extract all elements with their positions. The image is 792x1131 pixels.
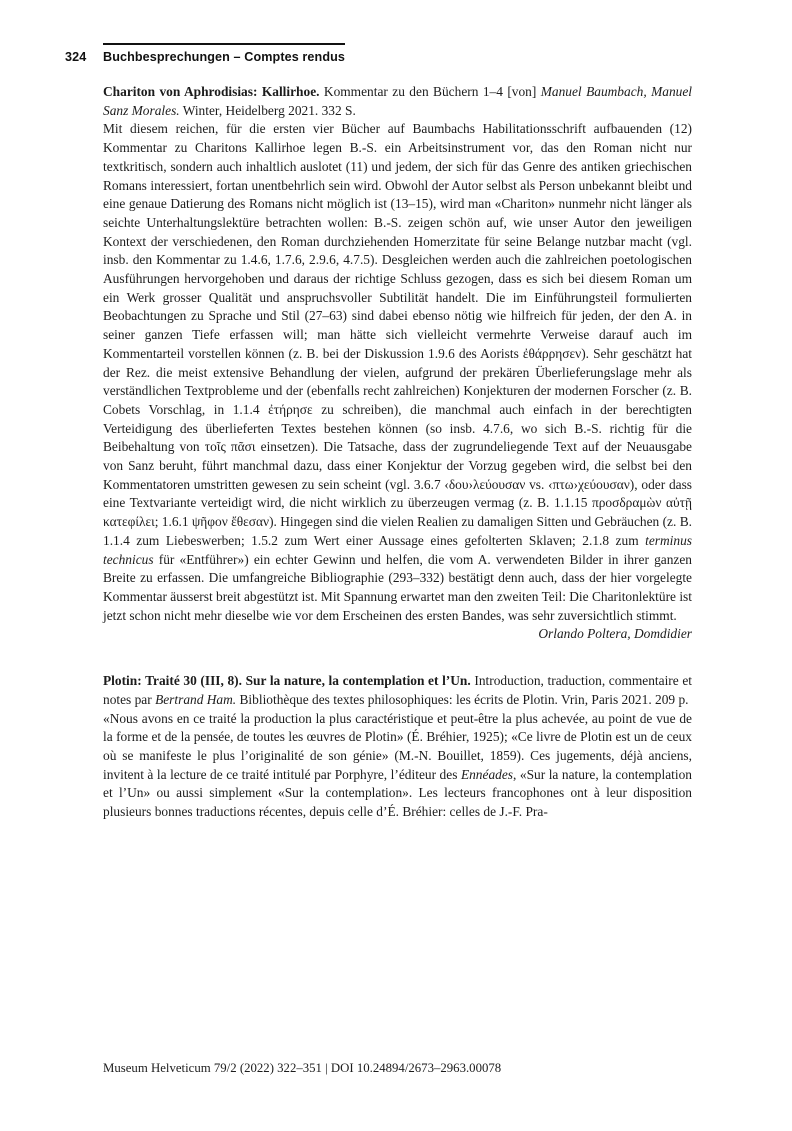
- review-plotin: [103, 672, 692, 822]
- review-plotin-body: «Nous avons en ce traité la production la plus caractéristique et peut-être la plus achevée, au point de vue de la forme et de la pensée, de toutes les œuvres de Plotin» (É. Bréhier, 1925); «Ce livre de Plotin est un de ceux où se manifeste le plus l’originalité de son génie» (M.-N. Bouillet, 1859). Ces jugements, déjà anciens, invitent à la lecture de ce traité intitulé par Porphyre, l’éditeur des Ennéades, «Sur la nature, la contemplation et l’Un» ou aussi simplement «Sur la contemplation». Les lecteurs francophones ont à leur disposition plusieurs bonnes traductions récentes, depuis celle d’É. Bréhier: celles de J.-F. Pra-: [103, 710, 692, 820]
- review-chariton: [103, 83, 692, 644]
- review-chariton-heading: Chariton von Aphrodisias: Kallirhoe. Kommentar zu den Büchern 1–4 [von] Manuel Baumbach, Manuel Sanz Morales. Winter, Heidelberg 2021. 332 S.: [103, 84, 692, 118]
- review-chariton-body: Mit diesem reichen, für die ersten vier Bücher auf Baumbachs Habilitationsschrift aufbauenden (12) Kommentar zu Charitons Kallirhoe legen B.-S. ein Arbeitsinstrument vor, das den Roman nicht nur textkritisch, sondern auch inhaltlich auslotet (11) und jedem, der sich für das Genre des antiken griechischen Romans interessiert, fortan unentbehrlich sein wird. Obwohl der Autor selbst als Person unbekannt bleibt und eine genaue Datierung des Romans nicht möglich ist (13–15), wird man «Chariton» nunmehr nicht länger als seichte Unterhaltungslektüre betrachten wollen: B.-S. zeigen schön auf, wie unser Autor den jeweiligen Kontext der verschiedenen, den Roman durchziehenden Homerzitate für seine Belange nutzbar macht (vgl. insb. den Kommentar zu 1.4.6, 1.7.6, 2.9.6, 4.7.5). Desgleichen werden auch die zahlreichen poetologischen Ausführungen hervorgehoben und daraus der richtige Schluss gezogen, dass es sich bei diesem Roman um ein Werk grosser Qualität und anspruchsvoller Subtilität handelt. Die im Einführungsteil formulierten Beobachtungen zu Sprache und Stil (27–63) sind dabei ebenso nötig wie hilfreich für jeden, der den A. in seiner ganzen Tiefe erfassen will; man hätte sich vielleicht vermehrte Verweise darauf auch im Kommentarteil vorstellen können (z. B. bei der Diskussion 1.9.6 des Aorists ἐθάρρησεν). Sehr geschätzt hat der Rez. die meist extensive Behandlung der vielen, aufgrund der prekären Überlieferungslage mehr als verständlichen Textprobleme und der (ebenfalls recht zahlreichen) Konjekturen der modernen Forscher (z. B. Cobets Vorschlag, in 1.1.4 ἐτήρησε zu schreiben), die manchmal auch einfach in der berechtigten Verteidigung des überlieferten Textes bestehen können (so insb. 4.7.6, wo sich B.-S. richtig für die Beibehaltung von τοῖς πᾶσι einsetzen). Die Tatsache, dass der zugrundeliegende Text auf der Neuausgabe von Sanz beruht, führt manchmal dazu, dass einer Konjektur der Vorzug gegeben wird, die selbst bei den Kommentatoren umstritten gewesen zu sein scheint (vgl. 3.6.7 ‹δου›λεύουσαν vs. ‹πτω›χεύουσαν), oder dass eine Textvariante verteidigt wird, die nicht wirklich zu überzeugen vermag (z. B. 1.1.15 προσδραμὼν αὐτῇ κατεφίλει; 1.6.1 ψῆφον ἔθεσαν). Hingegen sind die vielen Realien zu damaligen Sitten und Gebräuchen (z. B. 1.1.4 zum Liebeswerben; 1.5.2 zum Wert einer Aussage eines gefolterten Sklaven; 2.1.8 zum terminus technicus für «Entführer») ein echter Gewinn und helfen, die vom A. verwendeten Bilder in ihrer ganzen Breite zu erfassen. Die umfangreiche Bibliographie (293–332) bestätigt denn auch, dass der hier vorgelegte Kommentar äusserst breit abgestützt ist. Mit Spannung erwartet man den zweiten Teil: Die Charitonlektüre ist jetzt schon nicht mehr dieselbe wie vor dem Erscheinen des ersten Bandes, was sehr zuversichtlich stimmt.: [103, 121, 692, 623]
- section-title: Buchbesprechungen – Comptes rendus: [103, 43, 345, 64]
- page-number: 324: [65, 50, 87, 64]
- reviewer-signature-chariton: Orlando Poltera, Domdidier: [538, 626, 692, 642]
- journal-footer-citation: Museum Helveticum 79/2 (2022) 322–351 | DOI 10.24894/2673–2963.00078: [103, 1061, 502, 1075]
- text-column: [103, 83, 692, 822]
- review-plotin-heading: Plotin: Traité 30 (III, 8). Sur la nature, la contemplation et l’Un. Introduction, traduction, commentaire et notes par Bertrand Ham. Bibliothèque des textes philosophiques: les écrits de Plotin. Vrin, Paris 2021. 209 p.: [103, 673, 692, 707]
- page-header: [65, 43, 345, 64]
